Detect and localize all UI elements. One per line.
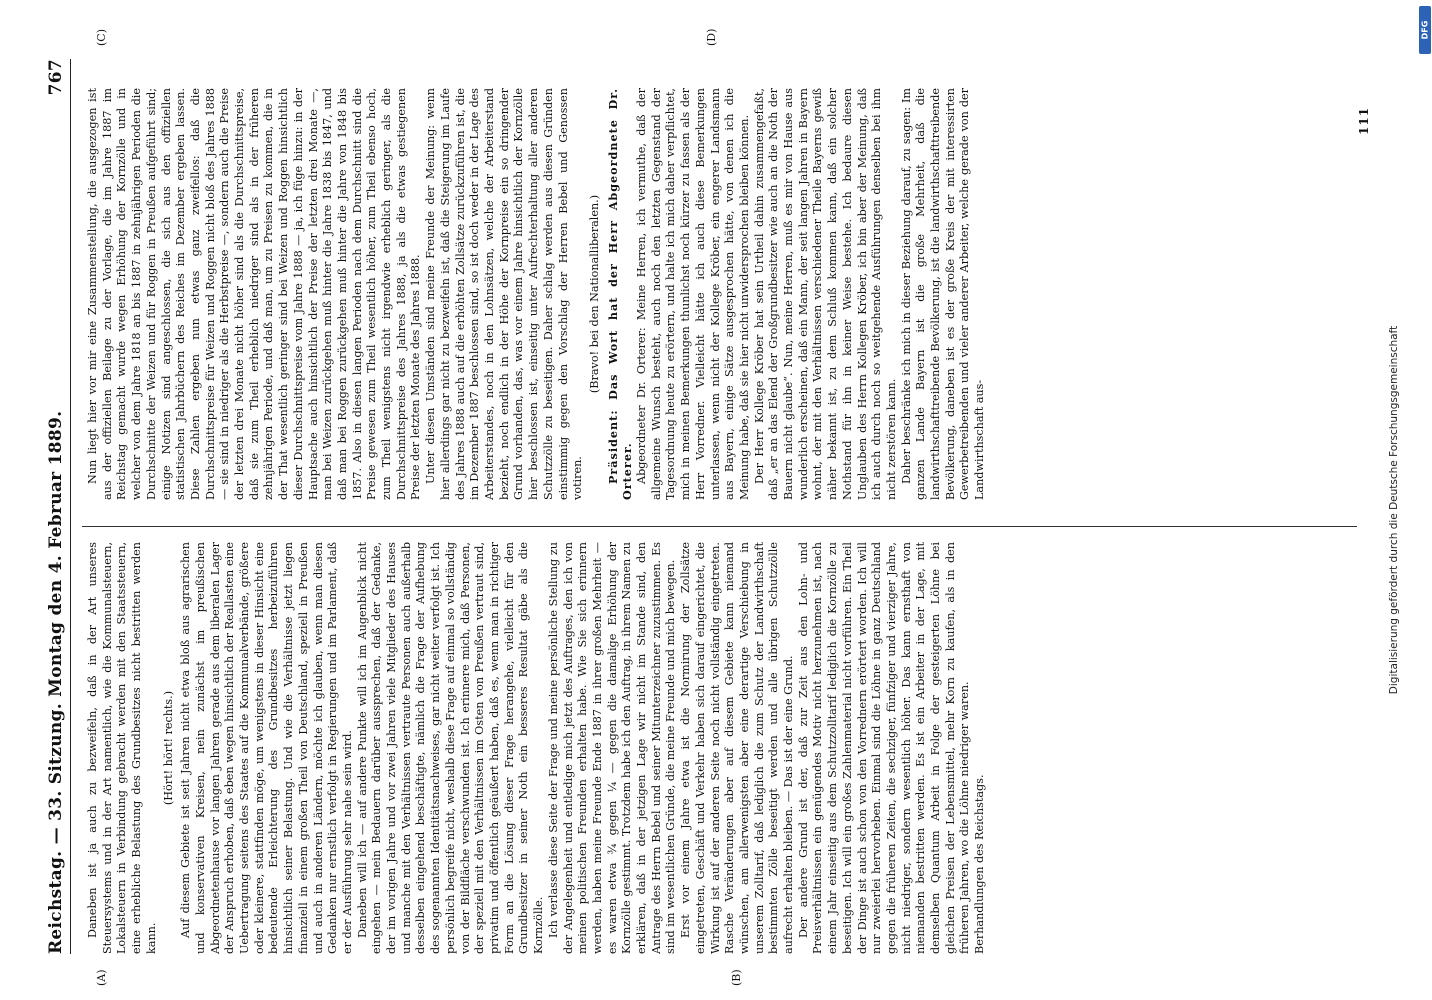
paragraph: Daneben ist ja auch zu bezweifeln, daß in der Art unseres Steuersystems und in der Art namentlich, wie die Kommunalsteuern, Lokalsteuern in Verbindung gebracht werden mit den Staatssteuern, eine erhebliche Belastung des Grundbesitzes nicht bestritten werden kann. (86, 542, 158, 954)
left-column (86, 542, 1356, 954)
right-column (86, 88, 1356, 500)
speaker-line: Präsident: Das Wort hat der Herr Abgeordnete Dr. Orterer. (605, 88, 635, 500)
paragraph: Erst vor einem Jahre etwa ist die Normirung der Zollsätze eingetreten, Geschäft und Verkehr haben sich darauf eingerichtet, die Wirkung ist auf der anderen Seite noch nicht vollständig eingetreten. Rasche Veränderungen aber auf diesem Gebiete kann niemand wünschen, am allerwenigsten aber eine derartige Verschiebung in unserem Zolltarif, daß lediglich die zum Schutz der Landwirthschaft bestimmten Zölle beseitigt werden und alle übrigen Schutzzölle aufrecht erhalten bleiben. — Das ist der eine Grund. (679, 542, 796, 954)
page-header (44, 59, 71, 954)
page-number: 767 (46, 59, 66, 96)
header-title: Reichstag. — 33. Sitzung. Montag den 4. Februar 1889. (46, 410, 66, 954)
signature-mark: 111 (1357, 106, 1371, 135)
paragraph: Daher beschränke ich mich in dieser Beziehung darauf, zu sagen: Im ganzen Lande Bayern ist die große Mehrheit, daß die landwirthschafttreibende Bevölkerung, ist die landwirthschafttreibende Bevölkerung, daneben ist es der große Kreis der mit interessirten Gewerbetreibenden und vieler anderer Arbeiter, welche gerade von der Landwirthschaft aus- (899, 88, 987, 500)
interjection: (Hört! hört! rechts.) (161, 690, 175, 806)
paragraph: Abgeordneter Dr. Orterer: Meine Herren, ich vermuthe, daß der allgemeine Wunsch besteht, auch noch den letzten Gegenstand der Tagesordnung heute zu erörtern, und halte ich mich daher verpflichtet, mich in meinen Bemerkungen thunlichst noch kürzer zu fassen als der Herr Vorredner. Vielleicht hätte ich auch diese Bemerkungen unterlassen, wenn nicht der Kollege Kröber, ein engerer Landsmann aus Bayern, einige Sätze ausgesprochen hätte, von denen ich die Meinung habe, daß sie hier nicht unwidersprochen bleiben können. (635, 88, 751, 500)
interjection: (Bravo! bei den Nationalliberalen.) (587, 194, 601, 394)
footer-note: Berhandlungen des Reichstags. (973, 774, 987, 954)
dfg-logo-text: DFG (1420, 20, 1430, 40)
paragraph: Unter diesen Umständen sind meine Freunde der Meinung: wenn hier allerdings gar nicht zu bezweifeln ist, daß die Steigerung im Laufe des Jahres 1888 auch auf die erhöhten Zollsätze zurückzuführen ist, die im Dezember 1887 beschlossen sind, so ist doch weder in der Lage des Arbeiterstandes, noch in den Lohnsätzen, welche der Arbeiterstand bezieht, noch endlich in der Höhe der Kornpreise ein so dringender Grund vorhanden, das, was vor einem Jahre hinsichtlich der Kornzölle hier beschlossen ist, einseitig unter Aufrechterhaltung aller anderen Schutzzölle zu beseitigen. Daher schlag werden aus diesen Gründen einstimmig gegen den Vorschlag der Herren Bebel und Genossen votiren. (424, 88, 585, 500)
digitization-note (1386, 40, 1402, 980)
dfg-logo (1419, 6, 1431, 54)
paragraph: Daneben will ich — auf andere Punkte will ich im Augenblick nicht eingehen — mein Bedauern darüber aussprechen, daß der Gedanke, der im vorigen Jahre und vor zwei Jahren viele Mitglieder des Hauses und manche mit den Verhältnissen vertraute Personen auch außerhalb desselben eingehend beschäftigte, nämlich die Frage der Aufhebung des sogenannten Identitätsnachweises, gar nicht weiter verfolgt ist. Ich persönlich begreife nicht, weshalb diese Frage auf einmal so vollständig von der Bildfläche verschwunden ist. Ich erinnere mich, daß Personen, der speziell mit den Verhältnissen im Osten von Preußen vertraut sind, privatim und öffentlich geäußert haben, daß es, wenn man in richtiger Form an die Lösung dieser Frage herangehe, vielleicht für den Grundbesitzer in seiner Noth ein besseres Resultat gäbe als die Kornzölle. (355, 542, 546, 954)
paragraph: Auf diesem Gebiete ist seit Jahren nicht etwa bloß aus agrarischen und konservativen Kreisen, nein zunächst im preußischen Abgeordnetenhause vor langen Jahren gerade aus dem liberalen Lager der Anspruch erhoben, daß eben wegen hinsichtlich der Reallasten eine Uebertragung seitens des Staates auf die Kommunalverbände, größere oder kleinere, stattfinden möge, um wenigstens in dieser Hinsicht eine bedeutende Erleichterung des Grundbesitzes herbeizuführen hinsichtlich seiner Belastung. Und wie die Verhältnisse jetzt liegen finanziell in einem großen Theil von Deutschland, speziell in Preußen und auch in anderen Ländern, möchte ich glauben, wenn man diesen Gedanken nur ernstlich verfolgt in Regierungen und im Parlament, daß er der Ausführung sehr nahe sein wird. (179, 542, 354, 954)
digitization-note-text: Digitalisierung gefördert durch die Deutsche Forschungsgemeinschaft (1388, 325, 1400, 695)
paragraph: Der andere Grund ist der, daß zur Zeit aus den Lohn- und Preisverhältnissen ein genügendes Motiv nicht herzunehmen ist, nach einem Jahr einseitig aus dem Schutzzolltarif lediglich die Kornzölle zu beseitigen. Ich will ein großes Zahlenmaterial nicht vorführen. Ein Theil der Dinge ist auch schon von den Vorrednern erörtert worden. Ich will nur zweierlei hervorheben. Einmal sind die Löhne in ganz Deutschland gegen die früheren Zeiten, die sechziger, fünfziger und vierziger Jahre, nicht niedriger, sondern wesentlich höher. Das kann ernsthaft von niemanden bestritten werden. Es ist ein Arbeiter in der Lage, mit demselben Quantum Arbeit in Folge der gesteigerten Löhne bei gleichen Preisen der Lebensmittel, mehr Korn zu kaufen, als in den früheren Jahren, wo die Löhne niedriger waren. (796, 542, 972, 954)
paragraph: Der Herr Kollege Kröber hat sein Urtheil dahin zusammengefaßt, daß „er an das Elend der Großgrundbesitzer wie auch an die Noth der Bauern nicht glaube“. Nun, meine Herren, muß es mir von Hause aus wunderlich erscheinen, daß ein Mann, der seit langen Jahren in Bayern wohnt, der mit den Verhältnissen verschiedener Theile Bayerns gewiß näher bekannt ist, zu dem Schluß kommen kann, daß ein solcher Nothstand für ihn in keiner Weise bestehe. Ich bedaure diesen Unglauben des Herrn Kollegen Kröber, ich bin aber der Meinung, daß ich auch durch noch so weitgehende Ausführungen denselben bei ihm nicht zerstören kann. (752, 88, 898, 500)
margin-mark-b: (B) (730, 969, 743, 986)
column-divider (82, 526, 1357, 527)
margin-mark-c: (C) (95, 29, 108, 46)
paragraph: Ich verlasse diese Seite der Frage und meine persönliche Stellung zu der Angelegenheit und entledige mich jetzt des Auftrages, den ich von meinen politischen Freunden erhalten habe. Wie Sie sich erinnern werden, haben meine Freunde Ende 1887 in ihrer großen Mehrheit — es waren etwa ¾ gegen ¼ — gegen die damalige Erhöhung der Kornzölle gestimmt. Trotzdem habe ich den Auftrag, in ihrem Namen zu erklären, daß in der jetzigen Lage wir nicht im Stande sind, den Antrage des Herrn Bebel und seiner Mitunterzeichner zuzustimmen. Es sind im wesentlichen Gründe, die meine Freunde und mich bewegen. (546, 542, 678, 954)
paragraph: Nun liegt hier vor mir eine Zusammenstellung, die ausgezogen ist aus der offiziellen Beilage zu der Vorlage, die im Jahre 1887 im Reichstag gemacht wurde wegen Erhöhung der Kornzölle und in welcher von dem Jahre 1818 an bis 1887 in zehnjährigen Perioden die Durchschnitte der Weizen und für Roggen in Preußen aufgeführt sind; einige Notizen sind angeschlossen, die sich aus den offiziellen statistischen Jahrbüchern des Reiches im Dezember ergeben lassen. Diese Zahlen ergeben nun etwas ganz zweifellos: daß die Durchschnittspreise für Weizen und Roggen nicht bloß des Jahres 1888 — sie sind in niedriger als die Herbstpreise —, sondern auch die Preise der letzten drei Monate nicht höher sind als die Durchschnittspreise, daß sie zum Theil erheblich niedriger sind als in der früheren zehnjährigen Periode, und daß man, um zu Preisen zu kommen, die in der That wesentlich geringer sind bei Weizen und Roggen hinsichtlich dieser Durchschnittspreise vom Jahre 1888 — ja, ich füge hinzu: in der Hauptsache auch hinsichtlich der Preise der letzten drei Monate —, man bei Weizen zurückgehen muß hinter die Jahre 1838 bis 1847, und daß man bei Roggen zurückgehen muß hinter die Jahre von 1848 bis 1857. Also in diesen langen Perioden nach dem Durchschnitt sind die Preise gewesen zum Theil wesentlich höher, zum Theil ebenso hoch, zum Theil wenigstens nicht irgendwie erheblich geringer, als die Durchschnittspreise des Jahres 1888, ja als die etwas gestiegenen Preise der letzten Monate des Jahres 1888. (86, 88, 423, 500)
margin-mark-d: (D) (705, 28, 718, 46)
margin-mark-a: (A) (95, 969, 108, 986)
